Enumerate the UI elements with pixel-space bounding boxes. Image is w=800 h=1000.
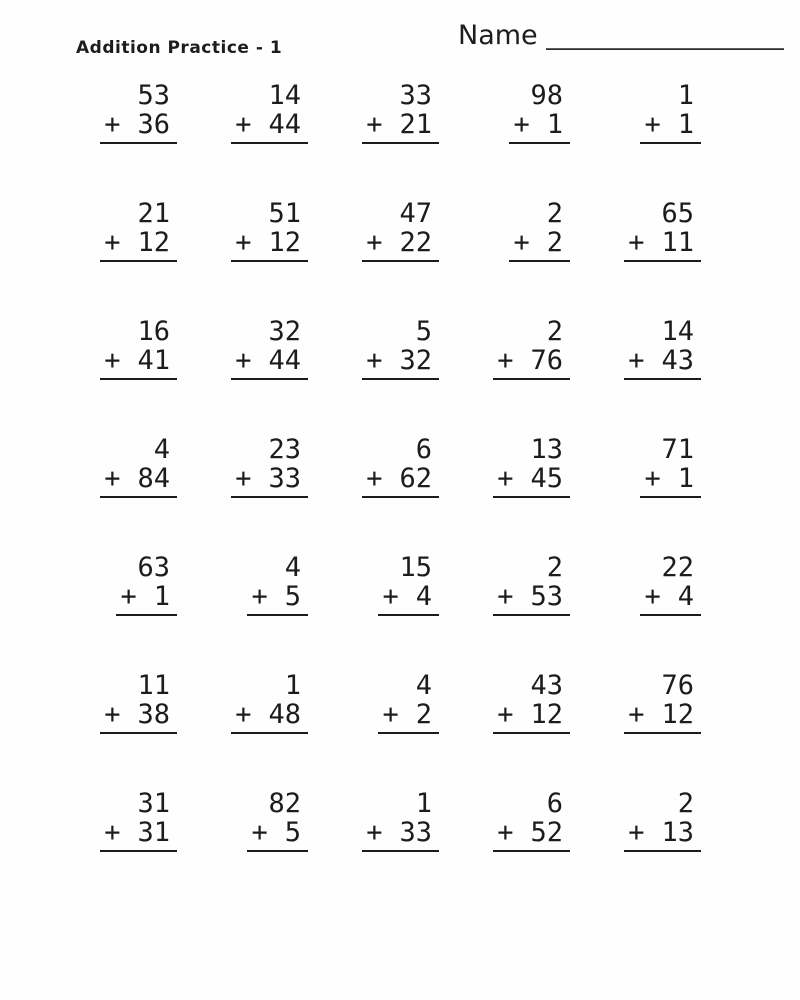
name-blank-line: ___________________ [546,21,784,50]
bottom-addend: 1 [677,108,694,140]
addition-problem [362,790,439,852]
top-addend: 2 [546,198,563,229]
bottom-addend: 1 [153,580,170,612]
top-addend: 47 [399,198,432,229]
plus-operator: + [366,108,383,140]
addition-problem [100,318,177,380]
bottom-addend: 21 [399,108,432,140]
plus-operator: + [644,108,661,140]
plus-operator: + [628,816,645,848]
top-addend: 63 [137,552,170,583]
answer-line [378,698,439,735]
plus-operator: + [235,462,252,494]
answer-line [362,344,439,381]
addition-problem [640,554,701,616]
plus-operator: + [628,344,645,376]
addition-problem [493,318,570,380]
plus-operator: + [104,816,121,848]
name-label: Name [458,20,538,51]
bottom-addend: 43 [661,344,694,376]
top-addend: 2 [546,316,563,347]
top-addend: 4 [284,552,301,583]
top-addend: 76 [661,670,694,701]
top-addend: 14 [661,316,694,347]
top-addend: 6 [415,434,432,465]
bottom-addend: 53 [530,580,563,612]
answer-line [493,580,570,617]
addition-problem [100,82,177,144]
addition-problem [100,200,177,262]
answer-line [116,580,177,617]
top-addend: 82 [268,788,301,819]
plus-operator: + [644,462,661,494]
addition-problem [493,672,570,734]
addition-problem [231,82,308,144]
plus-operator: + [251,580,268,612]
addition-problem [640,436,701,498]
plus-operator: + [366,462,383,494]
plus-operator: + [366,816,383,848]
plus-operator: + [513,108,530,140]
bottom-addend: 5 [284,580,301,612]
top-addend: 2 [677,788,694,819]
top-addend: 16 [137,316,170,347]
problem-cell [570,436,701,554]
top-addend: 11 [137,670,170,701]
addition-problem [231,200,308,262]
top-addend: 71 [661,434,694,465]
plus-operator: + [104,698,121,730]
addition-problem [509,82,570,144]
answer-line [509,226,570,263]
answer-line [624,816,701,853]
top-addend: 65 [661,198,694,229]
problems-grid [46,82,701,908]
top-addend: 15 [399,552,432,583]
addition-problem [624,200,701,262]
bottom-addend: 4 [677,580,694,612]
problem-cell [46,318,177,436]
problem-cell [439,82,570,200]
bottom-addend: 22 [399,226,432,258]
answer-line [493,462,570,499]
bottom-addend: 44 [268,108,301,140]
top-addend: 5 [415,316,432,347]
plus-operator: + [104,462,121,494]
addition-problem [116,554,177,616]
addition-problem [100,790,177,852]
plus-operator: + [497,816,514,848]
addition-problem [100,672,177,734]
problem-cell [308,790,439,908]
plus-operator: + [628,698,645,730]
addition-problem [362,436,439,498]
bottom-addend: 2 [415,698,432,730]
problem-cell [308,672,439,790]
addition-problem [362,82,439,144]
bottom-addend: 33 [399,816,432,848]
name-field [458,20,784,51]
problem-cell [308,318,439,436]
problem-cell [177,672,308,790]
answer-line [362,108,439,145]
top-addend: 1 [677,80,694,111]
bottom-addend: 45 [530,462,563,494]
bottom-addend: 11 [661,226,694,258]
bottom-addend: 12 [137,226,170,258]
addition-problem [509,200,570,262]
plus-operator: + [497,344,514,376]
top-addend: 6 [546,788,563,819]
problem-cell [46,672,177,790]
answer-line [100,344,177,381]
plus-operator: + [644,580,661,612]
addition-problem [493,554,570,616]
bottom-addend: 62 [399,462,432,494]
answer-line [640,108,701,145]
bottom-addend: 12 [530,698,563,730]
plus-operator: + [497,462,514,494]
answer-line [100,816,177,853]
plus-operator: + [235,344,252,376]
answer-line [493,344,570,381]
top-addend: 14 [268,80,301,111]
answer-line [509,108,570,145]
problem-cell [570,554,701,672]
addition-problem [493,790,570,852]
problem-cell [46,82,177,200]
plus-operator: + [497,580,514,612]
problem-cell [439,672,570,790]
top-addend: 32 [268,316,301,347]
answer-line [362,462,439,499]
top-addend: 53 [137,80,170,111]
top-addend: 31 [137,788,170,819]
bottom-addend: 38 [137,698,170,730]
addition-problem [231,672,308,734]
plus-operator: + [235,226,252,258]
problem-cell [177,318,308,436]
plus-operator: + [104,108,121,140]
addition-problem [100,436,177,498]
bottom-addend: 33 [268,462,301,494]
problem-cell [439,318,570,436]
top-addend: 23 [268,434,301,465]
bottom-addend: 76 [530,344,563,376]
bottom-addend: 36 [137,108,170,140]
answer-line [624,226,701,263]
problem-cell [439,790,570,908]
plus-operator: + [497,698,514,730]
answer-line [231,698,308,735]
top-addend: 13 [530,434,563,465]
addition-problem [378,554,439,616]
top-addend: 4 [415,670,432,701]
bottom-addend: 48 [268,698,301,730]
addition-problem [640,82,701,144]
problem-cell [570,318,701,436]
plus-operator: + [120,580,137,612]
top-addend: 2 [546,552,563,583]
problem-cell [570,790,701,908]
bottom-addend: 41 [137,344,170,376]
top-addend: 33 [399,80,432,111]
plus-operator: + [104,226,121,258]
answer-line [493,698,570,735]
bottom-addend: 84 [137,462,170,494]
bottom-addend: 2 [546,226,563,258]
answer-line [493,816,570,853]
problem-cell [46,790,177,908]
plus-operator: + [382,698,399,730]
problem-cell [439,200,570,318]
problem-cell [177,554,308,672]
problem-cell [439,554,570,672]
answer-line [247,580,308,617]
addition-problem [362,200,439,262]
bottom-addend: 13 [661,816,694,848]
problem-cell [308,436,439,554]
plus-operator: + [235,108,252,140]
bottom-addend: 12 [268,226,301,258]
top-addend: 4 [153,434,170,465]
addition-problem [624,672,701,734]
problem-cell [570,672,701,790]
problem-cell [570,200,701,318]
problem-cell [46,436,177,554]
answer-line [231,462,308,499]
answer-line [231,226,308,263]
addition-problem [378,672,439,734]
bottom-addend: 31 [137,816,170,848]
addition-problem [231,436,308,498]
answer-line [362,226,439,263]
answer-line [100,108,177,145]
answer-line [100,226,177,263]
problem-cell [46,554,177,672]
plus-operator: + [366,226,383,258]
addition-problem [624,318,701,380]
problem-cell [177,436,308,554]
addition-problem [247,554,308,616]
problem-cell [308,82,439,200]
problem-cell [177,790,308,908]
plus-operator: + [513,226,530,258]
addition-problem [231,318,308,380]
top-addend: 21 [137,198,170,229]
plus-operator: + [366,344,383,376]
answer-line [640,580,701,617]
top-addend: 98 [530,80,563,111]
answer-line [100,698,177,735]
problem-cell [308,200,439,318]
plus-operator: + [104,344,121,376]
plus-operator: + [251,816,268,848]
answer-line [378,580,439,617]
top-addend: 22 [661,552,694,583]
bottom-addend: 44 [268,344,301,376]
answer-line [624,698,701,735]
bottom-addend: 52 [530,816,563,848]
answer-line [362,816,439,853]
answer-line [231,108,308,145]
plus-operator: + [628,226,645,258]
top-addend: 1 [284,670,301,701]
addition-problem [493,436,570,498]
answer-line [247,816,308,853]
answer-line [231,344,308,381]
addition-problem [624,790,701,852]
problem-cell [439,436,570,554]
addition-problem [247,790,308,852]
problem-cell [177,200,308,318]
answer-line [640,462,701,499]
bottom-addend: 1 [677,462,694,494]
bottom-addend: 1 [546,108,563,140]
problem-cell [570,82,701,200]
problem-cell [177,82,308,200]
plus-operator: + [382,580,399,612]
top-addend: 51 [268,198,301,229]
answer-line [624,344,701,381]
bottom-addend: 12 [661,698,694,730]
top-addend: 43 [530,670,563,701]
bottom-addend: 32 [399,344,432,376]
problem-cell [46,200,177,318]
answer-line [100,462,177,499]
bottom-addend: 4 [415,580,432,612]
problem-cell [308,554,439,672]
plus-operator: + [235,698,252,730]
worksheet-title: Addition Practice - 1 [76,38,283,58]
bottom-addend: 5 [284,816,301,848]
top-addend: 1 [415,788,432,819]
addition-problem [362,318,439,380]
